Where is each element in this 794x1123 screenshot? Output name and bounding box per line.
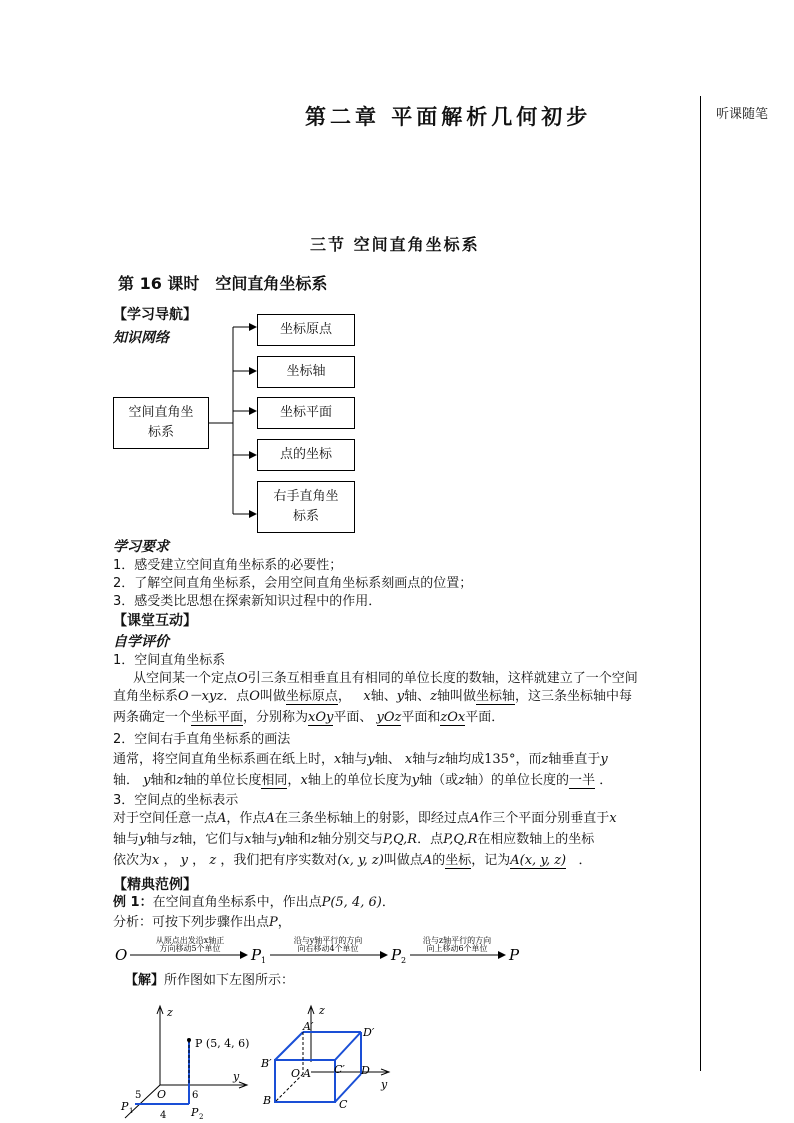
step3-line2: 向上移动6个单位	[426, 944, 488, 953]
step-label-P2: P	[391, 946, 402, 964]
s3-line2: 轴与y轴与z轴，它们与x轴与y轴和z轴分别交与P,Q,R．点P,Q,R在相应数轴上的坐标	[113, 832, 595, 847]
svg-text:O: O	[157, 1088, 167, 1101]
step1-line1: 从原点出发沿x轴正	[155, 936, 225, 945]
svg-text:5: 5	[135, 1090, 142, 1101]
branch-label: 点的坐标	[279, 447, 332, 462]
step-label-O: O	[115, 946, 128, 964]
step-label-P1: P	[251, 946, 262, 964]
svg-text:z: z	[167, 1006, 173, 1019]
branch-label: 坐标平面	[279, 405, 332, 420]
svg-text:C′: C′	[334, 1063, 345, 1076]
blank-plane: 坐标平面	[191, 710, 244, 725]
step1-line2: 方向移动5个单位	[159, 944, 221, 953]
svg-text:P (5, 4, 6): P (5, 4, 6)	[195, 1037, 250, 1050]
step3-line1: 沿与z轴平行的方向	[422, 936, 492, 945]
guide-header: 【学习导航】	[113, 307, 197, 323]
step2-line1: 沿与y轴平行的方向	[293, 936, 363, 945]
svg-text:y: y	[233, 1070, 240, 1083]
example-1: 例 1：在空间直角坐标系中，作出点P(5, 4, 6)．	[113, 895, 395, 910]
step-sub-1: 1	[261, 956, 267, 965]
requirement-item: 3．感受类比思想在探索新知识过程中的作用．	[113, 594, 382, 609]
step-diagram	[110, 930, 530, 966]
s2-line1: 通常，将空间直角坐标系画在纸上时，x轴与y轴、 x轴与z轴均成135°，而z轴垂直于y	[113, 752, 608, 767]
s2-title: 2．空间右手直角坐标系的画法	[113, 732, 291, 747]
blank-axis: 坐标轴	[475, 689, 515, 704]
svg-text:P: P	[121, 1100, 129, 1113]
note-column-label: 听课随笔	[716, 107, 769, 122]
blank-origin: 坐标原点	[285, 689, 338, 704]
step-label-P: P	[509, 946, 520, 964]
s1-line2: 直角坐标系O－xyz．点O叫做坐标原点， x轴、y轴、z轴叫做坐标轴，这三条坐标轴中每	[113, 689, 632, 704]
s3-title: 3．空间点的坐标表示	[113, 793, 239, 808]
branch-label: 坐标轴	[286, 364, 326, 379]
svg-text:D: D	[361, 1064, 370, 1077]
step2-line2: 向右移动4个单位	[297, 944, 359, 953]
svg-text:y: y	[381, 1078, 388, 1091]
requirement-item: 2．了解空间直角坐标系，会用空间直角坐标系刻画点的位置；	[113, 576, 473, 591]
root-node-label: 空间直角坐标系	[128, 405, 194, 440]
s3-line3: 依次为x ， y ， z ，我们把有序实数对(x, y, z)叫做点A的坐标，记为A(x, y, z) ．	[113, 853, 592, 868]
chapter-title: 第二章 平面解析几何初步	[305, 105, 592, 129]
svg-text:P: P	[191, 1106, 199, 1119]
svg-text:4: 4	[160, 1110, 167, 1121]
svg-text:A′: A′	[303, 1020, 314, 1033]
svg-text:2: 2	[199, 1113, 204, 1121]
analysis: 分析：可按下列步骤作出点P，	[113, 915, 291, 930]
s1-title: 1．空间直角坐标系	[113, 653, 226, 668]
s1-line1: 从空间某一个定点O引三条互相垂直且有相同的单位长度的数轴，这样就建立了一个空间	[133, 671, 638, 686]
branch-label: 右手直角坐标系	[273, 489, 339, 524]
self-eval-label: 自学评价	[113, 634, 169, 650]
svg-text:C: C	[339, 1098, 348, 1111]
step-sub-2: 2	[401, 956, 407, 965]
knowledge-network-label: 知识网络	[113, 330, 169, 346]
svg-text:6: 6	[192, 1090, 199, 1101]
svg-text:A: A	[303, 1067, 311, 1080]
s1-line3: 两条确定一个坐标平面，分别称为xOy平面、 yOz平面和zOx平面．	[113, 710, 505, 725]
requirement-item: 1．感受建立空间直角坐标系的必要性；	[113, 558, 343, 573]
svg-text:O: O	[291, 1067, 301, 1080]
svg-text:z: z	[319, 1004, 325, 1017]
svg-text:B: B	[263, 1094, 272, 1107]
svg-text:B′: B′	[261, 1057, 272, 1070]
examples-header: 【精典范例】	[113, 877, 197, 893]
figure-box	[255, 1000, 405, 1123]
branch-point-coordinate	[257, 439, 355, 471]
lesson-title: 第 16 课时 空间直角坐标系	[118, 274, 328, 293]
branch-origin	[257, 314, 355, 346]
s3-line1: 对于空间任意一点A，作点A在三条坐标轴上的射影，即经过点A作三个平面分别垂直于x	[113, 811, 617, 826]
section-title: 三节 空间直角坐标系	[310, 235, 480, 254]
branch-plane	[257, 397, 355, 429]
solution: 【解】所作图如下左图所示：	[125, 973, 295, 988]
figure-point-p	[105, 1000, 255, 1123]
interaction-header: 【课堂互动】	[113, 613, 197, 629]
branch-right-hand-system	[257, 481, 355, 533]
svg-text:1: 1	[129, 1107, 134, 1115]
svg-text:D′: D′	[363, 1026, 375, 1039]
requirements-label: 学习要求	[113, 539, 169, 555]
branch-label: 坐标原点	[279, 322, 332, 337]
branch-axis	[257, 356, 355, 388]
s2-line2: 轴． y轴和z轴的单位长度相同，x轴上的单位长度为y轴（或z轴）的单位长度的一半 ．	[113, 773, 613, 788]
root-node	[113, 397, 209, 449]
